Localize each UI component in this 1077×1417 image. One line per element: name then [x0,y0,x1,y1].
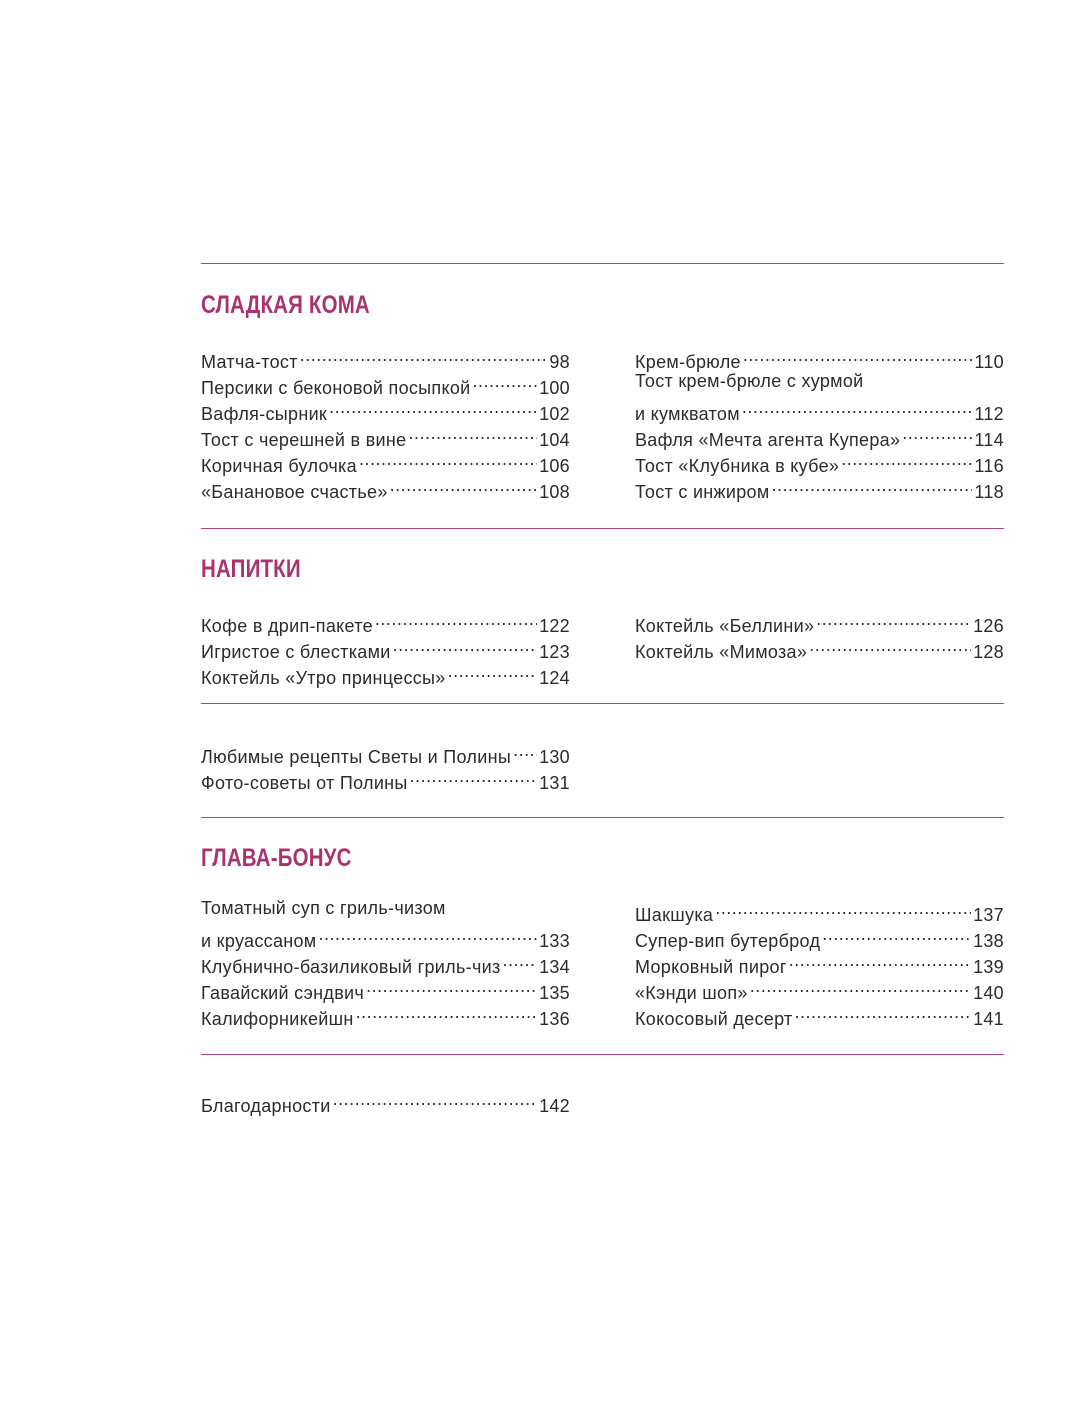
leader-dots [742,394,973,420]
section-entries-acknowledgements [201,1086,1004,1116]
leader-dots [408,420,537,446]
toc-entry[interactable]: Кофе в дрип-пакете ..... 122 [201,606,570,632]
toc-entry[interactable]: Благодарности ..... 142 [201,1086,570,1112]
leader-dots [513,737,537,763]
page-number: 126 [973,616,1004,636]
section-entries-bonus-chapter [201,895,1004,1029]
page-number: 108 [539,482,570,502]
toc-entry[interactable]: Кокосовый десерт ..... 141 [635,999,1004,1025]
page-number: 116 [974,456,1004,476]
leader-dots [375,606,537,632]
leader-dots [795,999,972,1025]
section-heading-sweet-coma: СЛАДКАЯ КОМА [201,291,370,319]
page-number: 135 [539,983,570,1003]
page-number: 133 [539,931,570,951]
page-number: 141 [973,1009,1004,1029]
divider [201,263,1004,264]
page-number: 139 [973,957,1004,977]
toc-entry[interactable]: Коктейль «Мимоза» ..... 128 [635,632,1004,658]
page-number: 114 [974,430,1004,450]
page-number: 102 [539,404,570,424]
toc-entry-first-line[interactable]: Томатный суп с гриль-чизом [201,898,446,918]
leader-dots [333,1086,537,1112]
right-column [635,737,1004,789]
leader-dots [715,895,971,921]
leader-dots [750,973,971,999]
divider [201,528,1004,529]
leader-dots [902,420,972,446]
right-column [635,606,1004,684]
right-column [635,342,1004,502]
page-number: 104 [539,430,570,450]
leader-dots [809,632,971,658]
page-number: 118 [974,482,1004,502]
section-entries-extras [201,737,1004,793]
toc-entry[interactable]: Коктейль «Беллини» ..... 126 [635,606,1004,632]
toc-entry[interactable]: Тост «Клубника в кубе» ..... 116 [635,446,1004,472]
leader-dots [300,342,548,368]
toc-entry[interactable]: «Банановое счастье» ..... 108 [201,472,570,498]
page-number: 123 [539,642,570,662]
left-column [201,606,570,688]
page-number: 131 [539,773,570,793]
toc-entry-second-line[interactable]: и круассаном ..... 133 [201,921,570,947]
page-number: 122 [539,616,570,636]
leader-dots [319,921,538,947]
right-column [635,1086,1004,1112]
page-number: 142 [539,1096,570,1116]
leader-dots [393,632,537,658]
leader-dots [503,947,538,973]
toc-entry[interactable]: Шакшука ..... 137 [635,895,1004,921]
section-entries-sweet-coma [201,342,1004,502]
right-column [635,895,1004,1029]
leader-dots [743,342,973,368]
left-column [201,895,570,1029]
toc-entry-second-line[interactable]: и кумкватом ..... 112 [635,394,1004,420]
leader-dots [410,763,537,789]
toc-entry[interactable]: Морковный пирог ..... 139 [635,947,1004,973]
leader-dots [359,446,537,472]
leader-dots [390,472,537,498]
leader-dots [789,947,971,973]
divider [201,1054,1004,1055]
toc-entry[interactable]: Коктейль «Утро принцессы» ..... 124 [201,658,570,684]
page-number: 98 [549,352,570,372]
page-number: 106 [539,456,570,476]
toc-entry[interactable]: Любимые рецепты Светы и Полины ..... 130 [201,737,570,763]
toc-entry[interactable]: Коричная булочка ..... 106 [201,446,570,472]
toc-entry[interactable]: Вафля «Мечта агента Купера» ..... 114 [635,420,1004,446]
left-column [201,342,570,502]
leader-dots [772,472,973,498]
section-heading-bonus-chapter: ГЛАВА-БОНУС [201,844,352,872]
page-number: 137 [973,905,1004,925]
page-number: 112 [974,404,1004,424]
toc-entry[interactable]: Персики с беконовой посыпкой ..... 100 [201,368,570,394]
page-number: 110 [974,352,1004,372]
page-number: 100 [539,378,570,398]
page-number: 128 [973,642,1004,662]
leader-dots [473,368,538,394]
leader-dots [366,973,537,999]
page-number: 140 [973,983,1004,1003]
leader-dots [816,606,971,632]
toc-entry[interactable]: Гавайский сэндвич ..... 135 [201,973,570,999]
toc-entry[interactable]: Вафля-сырник ..... 102 [201,394,570,420]
toc-entry[interactable]: Крем-брюле ..... 110 [635,342,1004,368]
toc-entry[interactable]: Тост с инжиром ..... 118 [635,472,1004,498]
toc-entry[interactable]: Игристое с блестками ..... 123 [201,632,570,658]
section-entries-drinks [201,606,1004,688]
divider [201,817,1004,818]
page-number: 134 [539,957,570,977]
page-number: 124 [539,668,570,688]
toc-entry[interactable]: Тост с черешней в вине ..... 104 [201,420,570,446]
left-column [201,1086,570,1116]
toc-entry[interactable]: Фото-советы от Полины ..... 131 [201,763,570,789]
toc-entry[interactable]: «Кэнди шоп» ..... 140 [635,973,1004,999]
page-number: 138 [973,931,1004,951]
toc-entry-first-line[interactable]: Тост крем-брюле с хурмой [635,371,864,391]
leader-dots [356,999,537,1025]
page-number: 130 [539,747,570,767]
leader-dots [841,446,972,472]
leader-dots [448,658,537,684]
left-column [201,737,570,793]
divider [201,703,1004,704]
toc-entry[interactable]: Клубнично-базиликовый гриль-чиз ..... 134 [201,947,570,973]
toc-entry[interactable]: Матча-тост ..... 98 [201,342,570,368]
leader-dots [822,921,971,947]
section-heading-drinks: НАПИТКИ [201,555,301,583]
toc-entry[interactable]: Супер-вип бутерброд ..... 138 [635,921,1004,947]
leader-dots [329,394,537,420]
table-of-contents [201,263,1004,1116]
page-number: 136 [539,1009,570,1029]
toc-entry[interactable]: Калифорникейшн ..... 136 [201,999,570,1025]
